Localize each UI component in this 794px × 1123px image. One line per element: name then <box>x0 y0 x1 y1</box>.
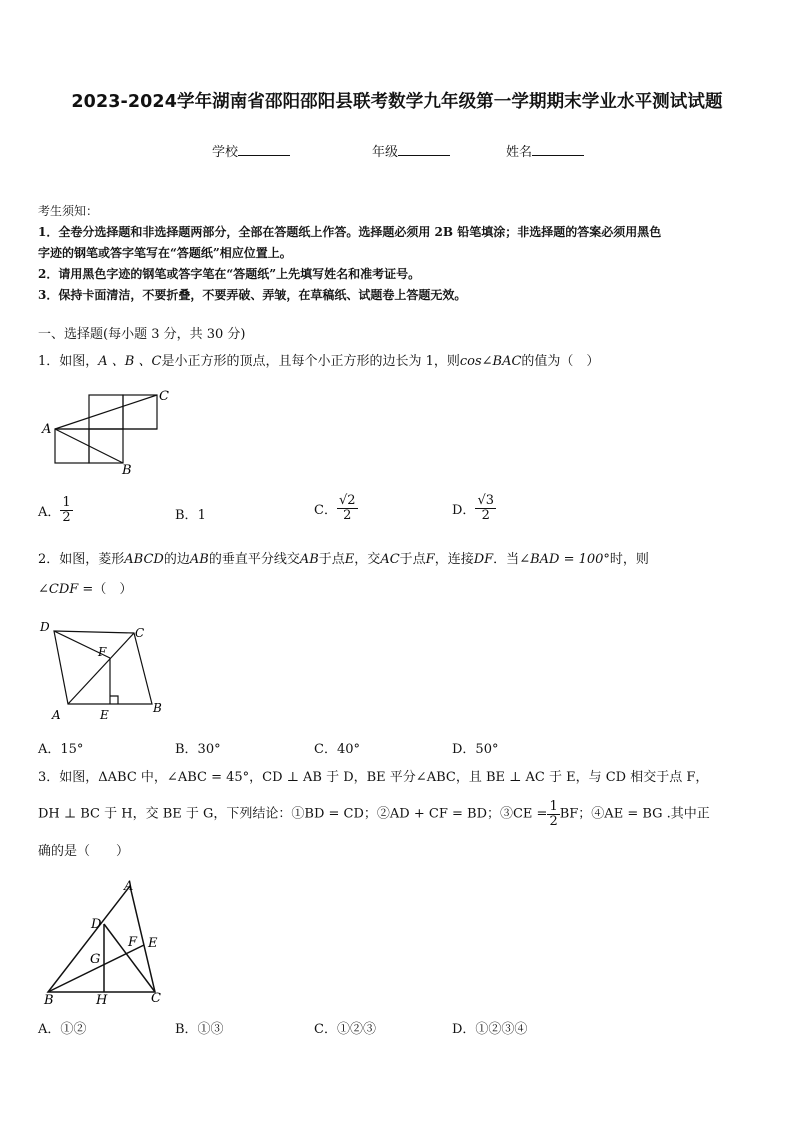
notice-item-2: 2．请用黑色字迹的钢笔或答字笔在“答题纸”上先填写姓名和准考证号。 <box>38 267 421 281</box>
q3-label-h: H <box>96 993 108 1006</box>
q3-label-b: B <box>44 993 54 1006</box>
q3-option-c[interactable]: C．①②③ <box>314 1022 376 1037</box>
q3-label-e: E <box>148 936 158 951</box>
q3-label-f: F <box>128 935 138 950</box>
q1-option-c[interactable]: C． $\frac{√2}{2}$ <box>314 493 356 523</box>
q2-label-f: F <box>98 645 107 659</box>
q3-stem-line2: DH ⊥ BC 于 H，交 BE 于 G，下列结论：①BD = CD；②AD + CF = BD；③CE = $\frac{1}{2}$ BF；④AE = BG .其中正 <box>38 799 710 829</box>
q1-option-a[interactable]: A． $\frac{1}{2}$ <box>38 495 71 525</box>
school-label: 学校 <box>212 145 239 160</box>
q2-option-a[interactable]: A．15° <box>38 742 84 757</box>
q2-option-b[interactable]: B．30° <box>175 742 221 757</box>
notice-item-1a: 1．全卷分选择题和非选择题两部分，全部在答题纸上作答。选择题必须用 2B 铅笔填涂；非选择题的答案必须用黑色 <box>38 225 662 239</box>
grade-label: 年级 <box>372 145 399 160</box>
q2-stem-line2: ∠CDF =（ ） <box>38 582 133 597</box>
notice-item-1b: 字迹的钢笔或答字笔写在“答题纸”相应位置上。 <box>38 246 292 260</box>
q3-figure <box>36 876 176 1006</box>
section-heading: 一、选择题(每小题 3 分，共 30 分) <box>38 327 246 342</box>
notice-heading: 考生须知： <box>38 204 99 218</box>
grade-field <box>372 141 450 160</box>
notice-item-3: 3．保持卡面清洁，不要折叠，不要弄破、弄皱，在草稿纸、试题卷上答题无效。 <box>38 288 467 302</box>
q3-option-a[interactable]: A．①② <box>38 1022 87 1037</box>
q1-label-b: B <box>122 463 132 476</box>
name-blank <box>532 142 584 156</box>
q1-label-a: A <box>42 422 52 437</box>
q1-stem: 1．如图，A 、B 、C是小正方形的顶点，且每个小正方形的边长为 1，则cos∠BAC的值为（ ） <box>38 354 600 369</box>
q1-option-d[interactable]: D． $\frac{√3}{2}$ <box>452 493 494 523</box>
q3-label-a: A <box>124 879 134 894</box>
grade-blank <box>398 142 450 156</box>
q3-option-b[interactable]: B．①③ <box>175 1022 224 1037</box>
q2-label-d: D <box>40 620 50 634</box>
q2-figure <box>36 616 176 724</box>
name-field <box>506 141 584 160</box>
q3-label-g: G <box>90 952 101 967</box>
school-field <box>212 141 290 160</box>
page-title: 2023-2024学年湖南省邵阳邵阳县联考数学九年级第一学期期末学业水平测试试题 <box>71 92 723 112</box>
q2-option-c[interactable]: C．40° <box>314 742 360 757</box>
name-label: 姓名 <box>506 145 533 160</box>
q2-option-d[interactable]: D．50° <box>452 742 499 757</box>
q3-label-d: D <box>91 917 102 932</box>
school-blank <box>238 142 290 156</box>
q2-label-e: E <box>100 708 109 722</box>
q1-option-b[interactable]: B．1 <box>175 508 206 523</box>
q3-option-d[interactable]: D．①②③④ <box>452 1022 528 1037</box>
q3-stem-line1: 3．如图，ΔABC 中，∠ABC = 45°，CD ⊥ AB 于 D，BE 平分∠ABC，且 BE ⊥ AC 于 E，与 CD 相交于点 F， <box>38 770 709 785</box>
q3-label-c: C <box>151 991 161 1006</box>
q2-stem-line1: 2．如图，菱形ABCD的边AB的垂直平分线交AB于点E，交AC于点F，连接DF．当∠BAD = 100°时，则 <box>38 552 649 567</box>
q2-label-c: C <box>135 626 145 640</box>
q2-label-a: A <box>52 708 61 722</box>
q2-label-b: B <box>153 701 162 715</box>
q3-stem-line3: 确的是（ ） <box>38 844 130 859</box>
q1-label-c: C <box>159 389 169 404</box>
q1-figure <box>36 384 176 476</box>
